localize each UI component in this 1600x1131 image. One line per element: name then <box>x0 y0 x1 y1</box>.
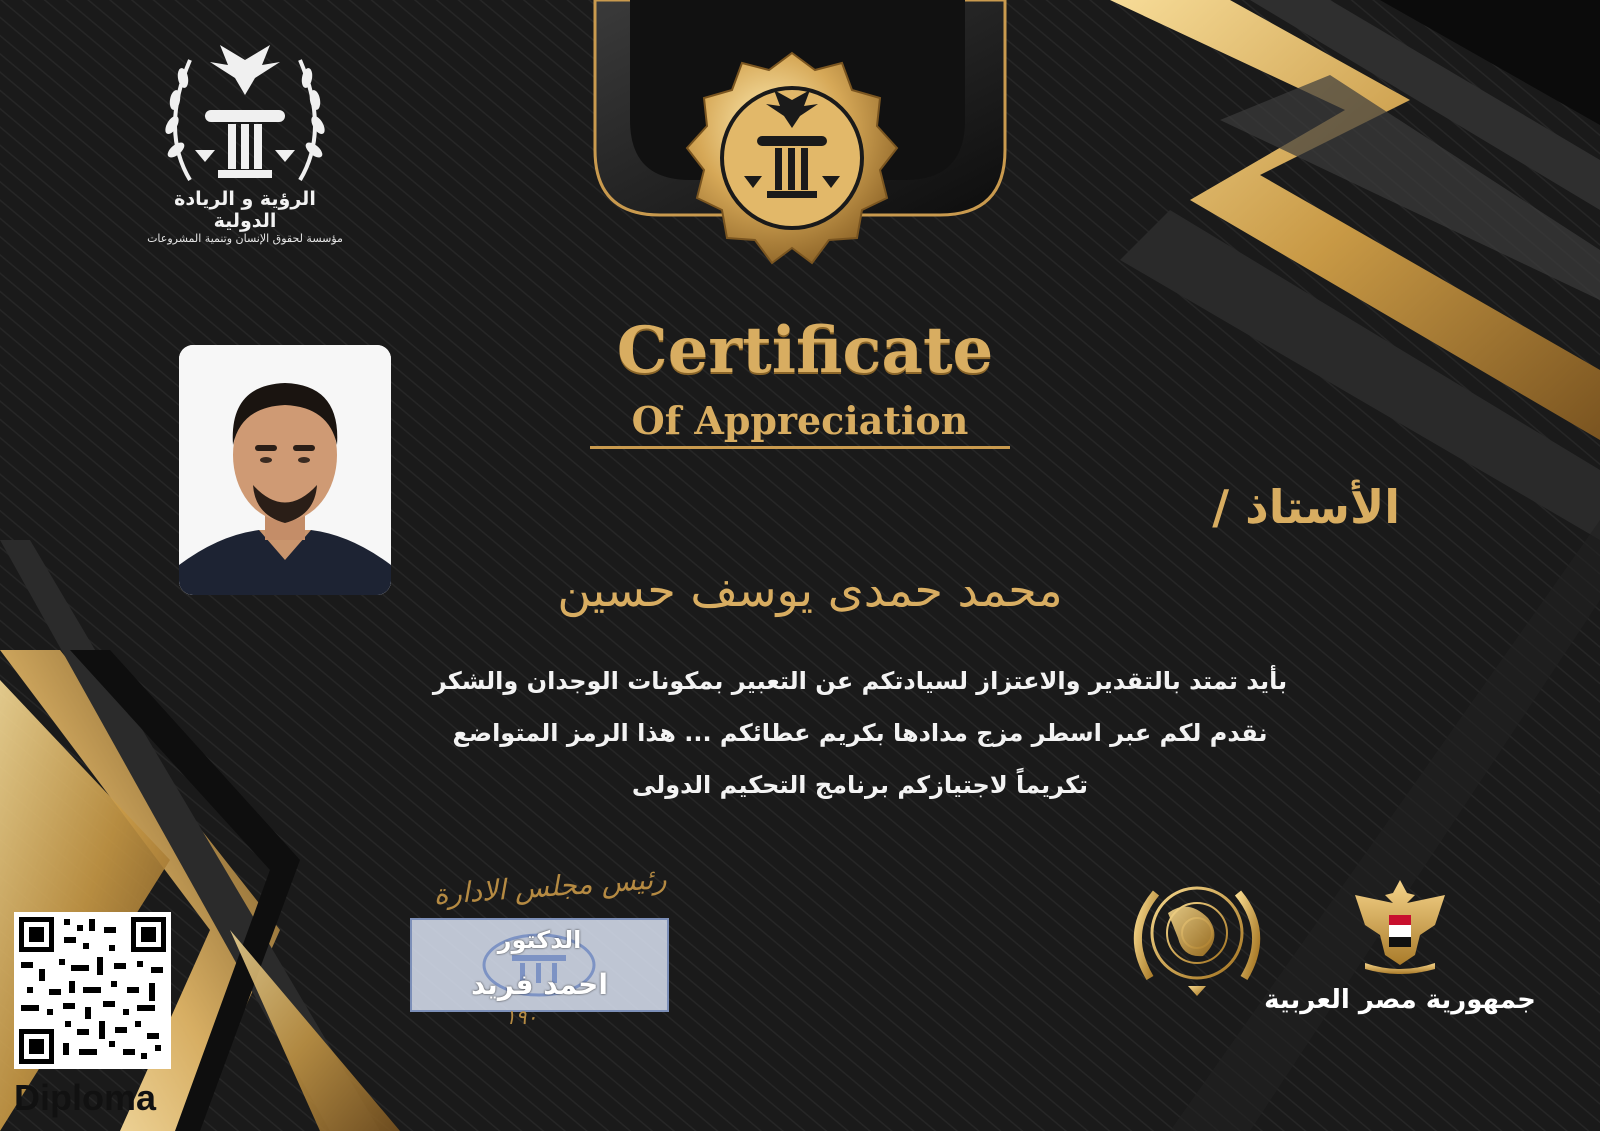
honorific: الأستاذ / <box>1212 480 1400 534</box>
person-avatar-icon <box>179 345 391 595</box>
organization-name: الرؤية و الريادة الدولية <box>174 188 316 232</box>
signature-date-mark: ١٩٠ <box>505 1005 538 1029</box>
body-line: نقدم لكم عبر اسطر مزج مدادها بكريم عطائكم ... هذا الرمز المتواضع <box>452 719 1268 747</box>
certificate-body <box>380 655 1340 811</box>
diploma-label: Diploma <box>14 1077 157 1118</box>
signatory-name: احمد فريد <box>471 968 608 1001</box>
org-logo-icon <box>150 40 340 200</box>
un-emblem-icon <box>1128 878 1266 998</box>
signature-label: رئيس مجلس الادارة <box>432 861 668 912</box>
seal-icon <box>682 48 902 278</box>
recipient-photo <box>179 345 391 595</box>
egypt-eagle-icon <box>1345 875 1455 975</box>
organization-logo <box>140 40 350 245</box>
country-name: جمهورية مصر العربية <box>1264 985 1536 1015</box>
certificate-title: Certificate <box>616 313 994 388</box>
qr-code[interactable] <box>14 912 171 1069</box>
signatory-title: الدكتور <box>497 926 582 954</box>
body-line: بأيد تمتد بالتقدير والاعتزاز لسيادتكم عن التعبير بمكونات الوجدان والشكر <box>432 667 1288 695</box>
body-line: تكريماً لاجتيازكم برنامج التحكيم الدولى <box>631 771 1089 799</box>
qr-code-icon <box>19 917 166 1064</box>
organization-tagline: مؤسسة لحقوق الإنسان وتنمية المشروعات <box>147 232 343 245</box>
official-stamp <box>410 918 669 1012</box>
recipient-name: محمد حمدى يوسف حسين <box>557 563 1063 617</box>
certificate-subtitle: Of Appreciation <box>590 398 1010 449</box>
signature-block <box>405 861 675 1030</box>
